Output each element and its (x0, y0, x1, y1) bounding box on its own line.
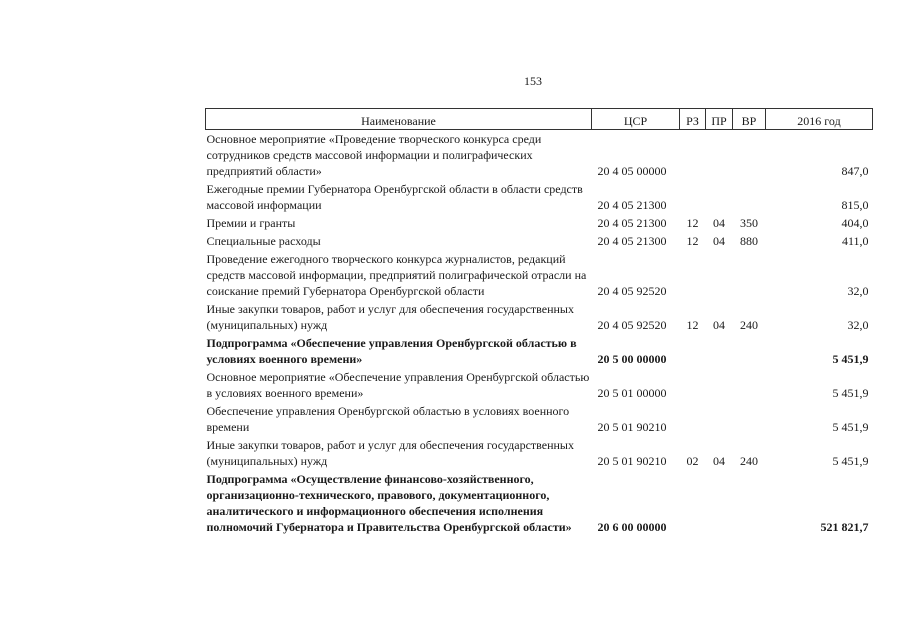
cell-rz (680, 180, 706, 214)
cell-pr: 04 (713, 233, 725, 248)
cell-rz (680, 334, 706, 368)
cell-vr: 240 (740, 453, 758, 468)
cell-csr: 20 4 05 92520 (597, 283, 667, 298)
cell-vr: 880 (740, 233, 758, 248)
column-header-csr: ЦСР (592, 109, 680, 130)
cell-name: Специальные расходы (206, 234, 321, 248)
column-header-rz: РЗ (680, 109, 706, 130)
cell-pr: 04 (713, 215, 725, 230)
column-header-year: 2016 год (766, 109, 873, 130)
cell-amount: 815,0 (841, 197, 869, 212)
cell-amount: 5 451,9 (832, 351, 869, 366)
cell-pr (706, 470, 733, 536)
cell-name: Подпрограмма «Осуществление финансово-хозяйственного, организационно-технического, правового, документационного, аналитического и информационного обеспечения исполнения полномочий Губернатора и Правительства Оренбургской области» (206, 472, 572, 534)
cell-csr: 20 5 00 00000 (597, 351, 667, 366)
table-header-row (206, 109, 873, 130)
cell-pr (706, 130, 733, 181)
cell-pr: 04 (713, 453, 725, 468)
cell-pr: 04 (713, 317, 725, 332)
cell-vr: 350 (740, 215, 758, 230)
cell-csr: 20 5 01 90210 (597, 453, 667, 468)
cell-rz: 02 (686, 453, 699, 468)
table-row (206, 334, 873, 368)
cell-amount: 5 451,9 (832, 419, 869, 434)
cell-name: Основное мероприятие «Проведение творческого конкурса среди сотрудников средств массовой информации и полиграфических предприятий области» (206, 132, 542, 178)
cell-name: Премии и гранты (206, 216, 296, 230)
cell-rz (680, 402, 706, 436)
cell-rz (680, 368, 706, 402)
cell-rz (680, 250, 706, 300)
cell-pr (706, 402, 733, 436)
cell-name: Обеспечение управления Оренбургской областью в условиях военного времени (206, 404, 570, 434)
cell-pr (706, 180, 733, 214)
column-header-name: Наименование (206, 109, 592, 130)
cell-vr (733, 250, 766, 300)
table-row (206, 436, 873, 470)
table-body (206, 130, 873, 537)
cell-vr (733, 470, 766, 536)
cell-amount: 411,0 (841, 233, 869, 248)
cell-pr (706, 334, 733, 368)
cell-csr: 20 4 05 21300 (597, 197, 667, 212)
cell-name: Основное мероприятие «Обеспечение управления Оренбургской областью в условиях военного времени» (206, 370, 590, 400)
table-row (206, 250, 873, 300)
cell-amount: 5 451,9 (832, 385, 869, 400)
cell-amount: 32,0 (847, 283, 869, 298)
table-row (206, 214, 873, 232)
cell-rz: 12 (686, 215, 699, 230)
cell-vr (733, 368, 766, 402)
cell-csr: 20 4 05 00000 (597, 163, 667, 178)
cell-amount: 847,0 (841, 163, 869, 178)
budget-table (205, 108, 873, 536)
cell-csr: 20 5 01 90210 (597, 419, 667, 434)
cell-name: Проведение ежегодного творческого конкурса журналистов, редакций средств массовой информации, предприятий полиграфической отрасли на соискание премий Губернатора Оренбургской области (206, 252, 587, 298)
cell-rz: 12 (686, 233, 699, 248)
cell-rz (680, 130, 706, 181)
cell-amount: 32,0 (847, 317, 869, 332)
cell-csr: 20 6 00 00000 (597, 519, 667, 534)
cell-amount: 521 821,7 (820, 519, 869, 534)
cell-name: Иные закупки товаров, работ и услуг для обеспечения государственных (муниципальных) нужд (206, 438, 574, 468)
cell-name: Подпрограмма «Обеспечение управления Оренбургской областью в условиях военного времени» (206, 336, 577, 366)
table-row (206, 300, 873, 334)
cell-amount: 5 451,9 (832, 453, 869, 468)
table-row (206, 470, 873, 536)
cell-csr: 20 4 05 92520 (597, 317, 667, 332)
column-header-vr: ВР (733, 109, 766, 130)
cell-vr (733, 180, 766, 214)
cell-amount: 404,0 (841, 215, 869, 230)
table-row (206, 402, 873, 436)
cell-vr: 240 (740, 317, 758, 332)
table-row (206, 368, 873, 402)
table-row (206, 180, 873, 214)
cell-csr: 20 4 05 21300 (597, 215, 667, 230)
cell-vr (733, 402, 766, 436)
cell-vr (733, 334, 766, 368)
cell-pr (706, 250, 733, 300)
cell-name: Иные закупки товаров, работ и услуг для обеспечения государственных (муниципальных) нужд (206, 302, 574, 332)
cell-vr (733, 130, 766, 181)
cell-csr: 20 5 01 00000 (597, 385, 667, 400)
page-number: 153 (524, 74, 542, 88)
cell-name: Ежегодные премии Губернатора Оренбургской области в области средств массовой информации (206, 182, 583, 212)
cell-rz: 12 (686, 317, 699, 332)
table-row (206, 130, 873, 181)
cell-rz (680, 470, 706, 536)
column-header-pr: ПР (706, 109, 733, 130)
cell-pr (706, 368, 733, 402)
cell-csr: 20 4 05 21300 (597, 233, 667, 248)
table-row (206, 232, 873, 250)
